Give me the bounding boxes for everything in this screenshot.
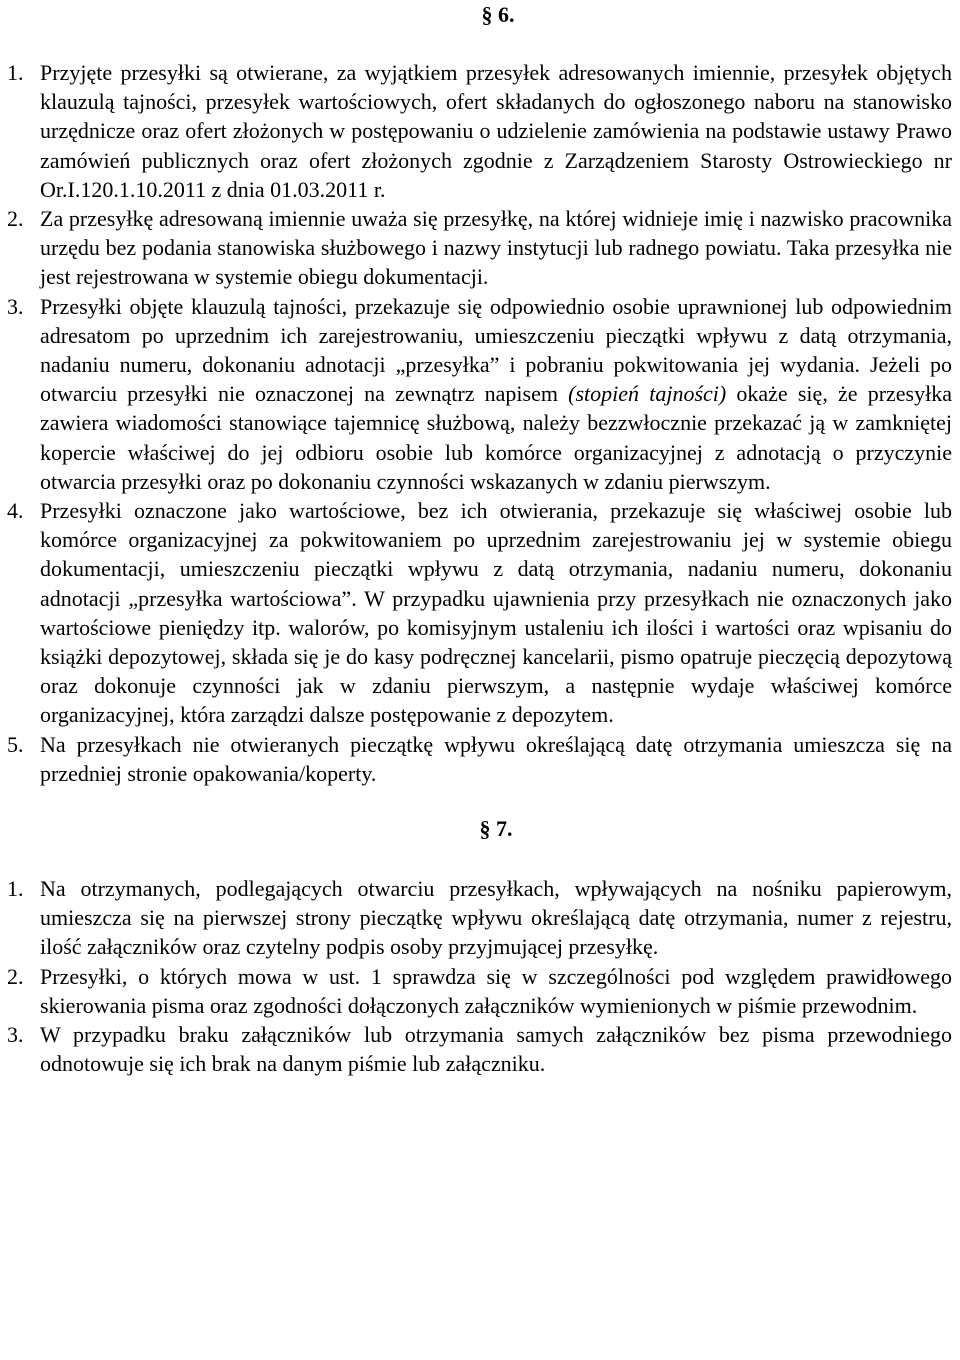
item-text: Za przesyłkę adresowaną imiennie uważa się przesyłkę, na której widnieje imię i nazwisko pracownika urzędu bez podania stanowiska służbowego i nazwy instytucji lub radnego powiatu. Taka przesyłka nie jest rejestrowana w systemie obiegu dokumentacji. [40, 206, 952, 290]
item-text: Przesyłki, o których mowa w ust. 1 sprawdza się w szczególności pod względem prawidłowego skierowania pisma oraz zgodności dołączonych załączników wymienionych w piśmie przewodnim. [40, 963, 952, 1018]
section-heading-7: § 7. [479, 816, 513, 842]
item-number: 2. [7, 963, 24, 989]
item-number: 2. [7, 206, 24, 232]
list-item [0, 1020, 952, 1078]
section-heading-6: § 6. [481, 2, 515, 27]
item-number: 5. [7, 731, 24, 757]
item-number: 1. [7, 876, 24, 902]
list-item [0, 874, 952, 962]
list-item [0, 962, 952, 1020]
item-number: 3. [7, 293, 24, 319]
item-text [40, 292, 952, 496]
item-text: W przypadku braku załączników lub otrzymania samych załączników bez pisma przewodniego odnotowuje się ich brak na danym piśmie lub załączniku. [40, 1022, 952, 1077]
item-text-italic: (stopień tajności) [568, 381, 727, 407]
list-item [0, 204, 952, 292]
item-text: Na otrzymanych, podlegających otwarciu przesyłkach, wpływających na nośniku papierowym, umieszcza się na pierwszej strony pieczątkę wpływu określającą datę otrzymania, numer z rejestru, ilość załączników oraz czytelny podpis osoby przyjmującej przesyłkę. [40, 876, 952, 960]
section-7-list [0, 874, 952, 1078]
item-text: Przyjęte przesyłki są otwierane, za wyjątkiem przesyłek adresowanych imiennie, przesyłek objętych klauzulą tajności, przesyłek wartościowych, ofert składanych do ogłoszonego naboru na stanowisko urzędnicze oraz ofert złożonych w postępowaniu o udzielenie zamówienia na podstawie ustawy Prawo zamówień publicznych oraz ofert złożonych zgodnie z Zarządzeniem Starosty Ostrowieckiego nr Or.I.120.1.10.2011 z dnia 01.03.2011 r. [40, 60, 952, 202]
item-number: 1. [7, 60, 24, 85]
item-text-part: okaże się, że przesyłka zawiera wiadomości stanowiące tajemnicę służbową, należy bezzwłocznie przekazać ją w zamkniętej kopercie właściwej do jej odbioru osobie lub komórce organizacyjnej z adnotacją o przyczynie otwarcia przesyłki oraz po dokonaniu czynności wskazanych w zdaniu pierwszym. [40, 381, 952, 494]
item-number: 3. [7, 1022, 24, 1048]
list-item [0, 496, 952, 730]
list-item [0, 292, 952, 496]
item-text-part: Przesyłki objęte klauzulą tajności, przekazuje się odpowiednio osobie uprawnionej lub odpowiednim adresatom po uprzednim ich zarejestrowaniu, umieszczeniu pieczątki wpływu z datą otrzymania, nadaniu numeru, dokonaniu adnotacji „przesyłka” i pobraniu pokwitowania jej wydania. Jeżeli po otwarciu przesyłki nie oznaczonej na zewnątrz napisem [40, 293, 952, 407]
section-6-list [0, 58, 952, 788]
item-text: Przesyłki oznaczone jako wartościowe, bez ich otwierania, przekazuje się właściwej osobie lub komórce organizacyjnej za pokwitowaniem po uprzednim zarejestrowaniu jej w systemie obiegu dokumentacji, umieszczeniu pieczątki wpływu z datą otrzymania, nadaniu numeru, dokonaniu adnotacji „przesyłka wartościowa”. W przypadku ujawnienia przy przesyłkach nie oznaczonych jako wartościowe pieniędzy itp. walorów, po komisyjnym ustaleniu ich ilości i wartości oraz wpisaniu do książki depozytowej, składa się je do kasy podręcznej kancelarii, pismo opatruje pieczęcią depozytową oraz dokonuje czynności jak w zdaniu pierwszym, a następnie wydaje właściwej komórce organizacyjnej, która zarządzi dalsze postępowanie z depozytem. [40, 498, 952, 728]
item-text: Na przesyłkach nie otwieranych pieczątkę wpływu określającą datę otrzymania umieszcza się na przedniej stronie opakowania/koperty. [40, 731, 952, 786]
item-number: 4. [7, 498, 24, 524]
list-item [0, 58, 952, 204]
list-item [0, 730, 952, 788]
